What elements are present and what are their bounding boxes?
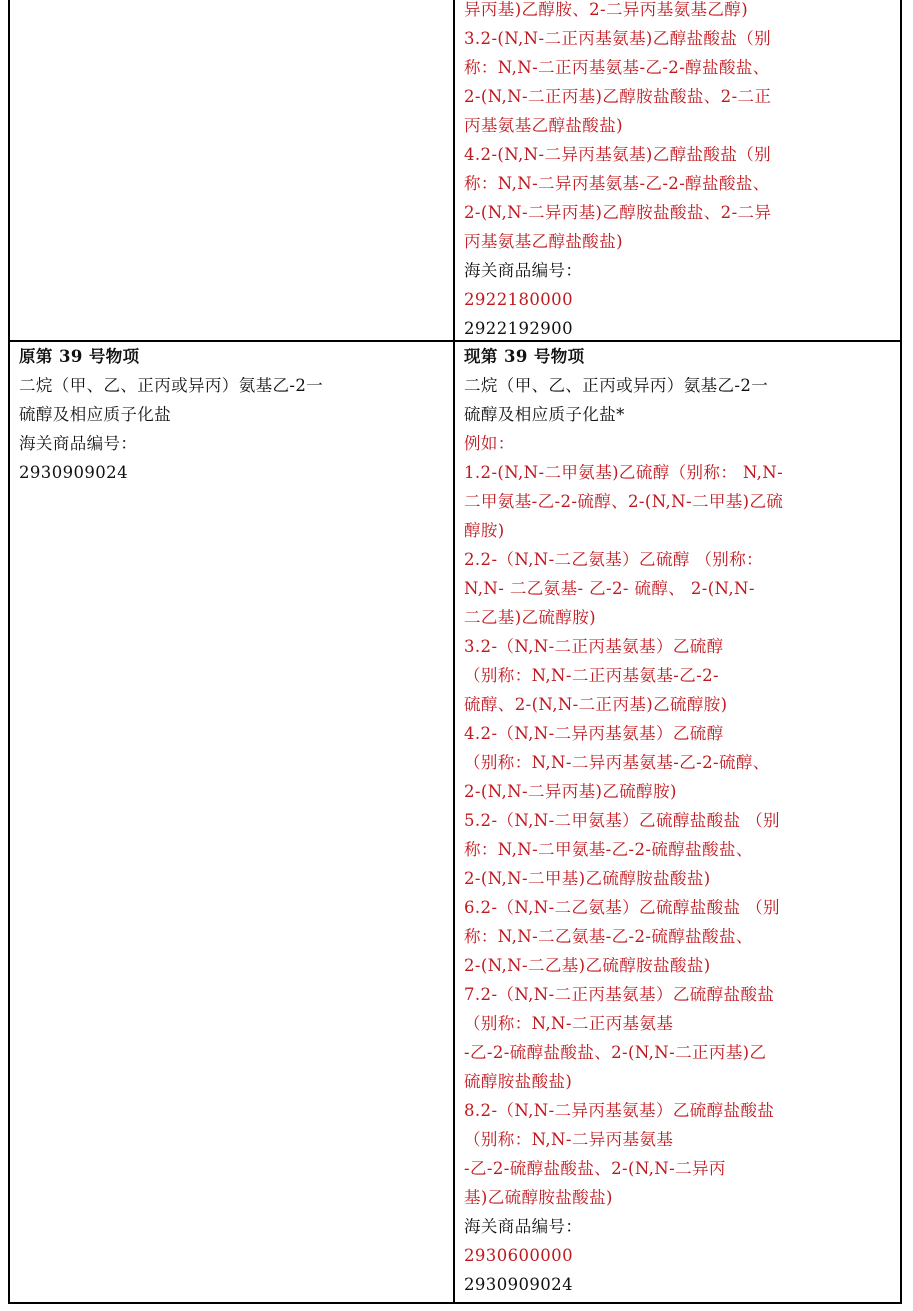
text-line: 4.2-(N,N-二异丙基氨基)乙醇盐酸盐（别 — [464, 145, 772, 164]
text-line: 二烷（甲、乙、正丙或异丙）氨基乙-2一 — [464, 376, 769, 395]
text-line: 异丙基)乙醇胺、2-二异丙基氨基乙醇) — [464, 0, 749, 19]
text-line: 二甲氨基-乙-2-硫醇、2-(N,N-二甲基)乙硫 — [464, 492, 784, 511]
text-line: 2-(N,N-二正丙基)乙醇胺盐酸盐、2-二正 — [464, 87, 772, 106]
table-cell-top-right — [453, 0, 902, 341]
text-line: （别称：N,N-二正丙基氨基-乙-2- — [464, 666, 719, 685]
text-line: 2-(N,N-二乙基)乙硫醇胺盐酸盐) — [464, 956, 711, 975]
top-right-lines — [464, 0, 892, 343]
item-heading: 原第 39 号物项 — [19, 347, 140, 366]
text-line: 2-(N,N-二异丙基)乙硫醇胺) — [464, 782, 677, 801]
text-line: 硫醇及相应质子化盐 — [19, 405, 172, 424]
text-line: 丙基氨基乙醇盐酸盐) — [464, 116, 623, 135]
text-line: 2-(N,N-二甲基)乙硫醇胺盐酸盐) — [464, 869, 711, 888]
text-line: 4.2-（N,N-二异丙基氨基）乙硫醇 — [464, 724, 724, 743]
text-line: 称：N,N-二正丙基氨基-乙-2-醇盐酸盐、 — [464, 58, 770, 77]
text-line: 二烷（甲、乙、正丙或异丙）氨基乙-2一 — [19, 376, 324, 395]
text-line: 2922192900 — [464, 319, 573, 338]
text-line: 二乙基)乙硫醇胺) — [464, 608, 596, 627]
text-line: 醇胺) — [464, 521, 505, 540]
text-line: 称：N,N-二甲氨基-乙-2-硫醇盐酸盐、 — [464, 840, 753, 859]
text-line: 例如： — [464, 434, 515, 453]
text-line: 海关商品编号： — [464, 1217, 583, 1236]
text-line: （别称：N,N-二异丙基氨基 — [464, 1130, 674, 1149]
text-line: 2.2-（N,N-二乙氨基）乙硫醇 （别称： — [464, 550, 764, 569]
bottom-left-lines — [19, 342, 446, 487]
table-cell-top-left — [8, 0, 454, 341]
text-line: 2-(N,N-二异丙基)乙醇胺盐酸盐、2-二异 — [464, 203, 772, 222]
text-line: 3.2-(N,N-二正丙基氨基)乙醇盐酸盐（别 — [464, 29, 772, 48]
text-line: 硫醇胺盐酸盐) — [464, 1072, 573, 1091]
text-line: 硫醇、2-(N,N-二正丙基)乙硫醇胺) — [464, 695, 728, 714]
text-line: 称：N,N-二异丙基氨基-乙-2-醇盐酸盐、 — [464, 174, 770, 193]
text-line: 7.2-（N,N-二正丙基氨基）乙硫醇盐酸盐 — [464, 985, 775, 1004]
text-line: 丙基氨基乙醇盐酸盐) — [464, 232, 623, 251]
text-line: -乙-2-硫醇盐酸盐、2-(N,N-二异丙 — [464, 1159, 726, 1178]
item-heading: 现第 39 号物项 — [464, 347, 585, 366]
text-line: 2930600000 — [464, 1246, 573, 1265]
text-line: 8.2-（N,N-二异丙基氨基）乙硫醇盐酸盐 — [464, 1101, 775, 1120]
text-line: （别称：N,N-二正丙基氨基 — [464, 1014, 674, 1033]
text-line: 基)乙硫醇胺盐酸盐) — [464, 1188, 613, 1207]
text-line: 称：N,N-二乙氨基-乙-2-硫醇盐酸盐、 — [464, 927, 753, 946]
bottom-right-lines — [464, 342, 892, 1299]
text-line: 海关商品编号： — [19, 434, 138, 453]
text-line: 2930909024 — [19, 463, 128, 482]
text-line: 2922180000 — [464, 290, 573, 309]
text-line: 6.2-（N,N-二乙氨基）乙硫醇盐酸盐 （别 — [464, 898, 780, 917]
text-line: （别称：N,N-二异丙基氨基-乙-2-硫醇、 — [464, 753, 770, 772]
text-line: -乙-2-硫醇盐酸盐、2-(N,N-二正丙基)乙 — [464, 1043, 767, 1062]
table-cell-bottom-left — [8, 340, 454, 1304]
text-line: N,N- 二乙氨基- 乙-2- 硫醇、 2-(N,N- — [464, 579, 755, 598]
text-line: 1.2-(N,N-二甲氨基)乙硫醇（别称： N,N- — [464, 463, 784, 482]
text-line: 5.2-（N,N-二甲氨基）乙硫醇盐酸盐 （别 — [464, 811, 780, 830]
text-line: 2930909024 — [464, 1275, 573, 1294]
text-line: 海关商品编号： — [464, 261, 583, 280]
text-line: 3.2-（N,N-二正丙基氨基）乙硫醇 — [464, 637, 724, 656]
text-line: 硫醇及相应质子化盐* — [464, 405, 625, 424]
table-cell-bottom-right — [453, 340, 902, 1304]
